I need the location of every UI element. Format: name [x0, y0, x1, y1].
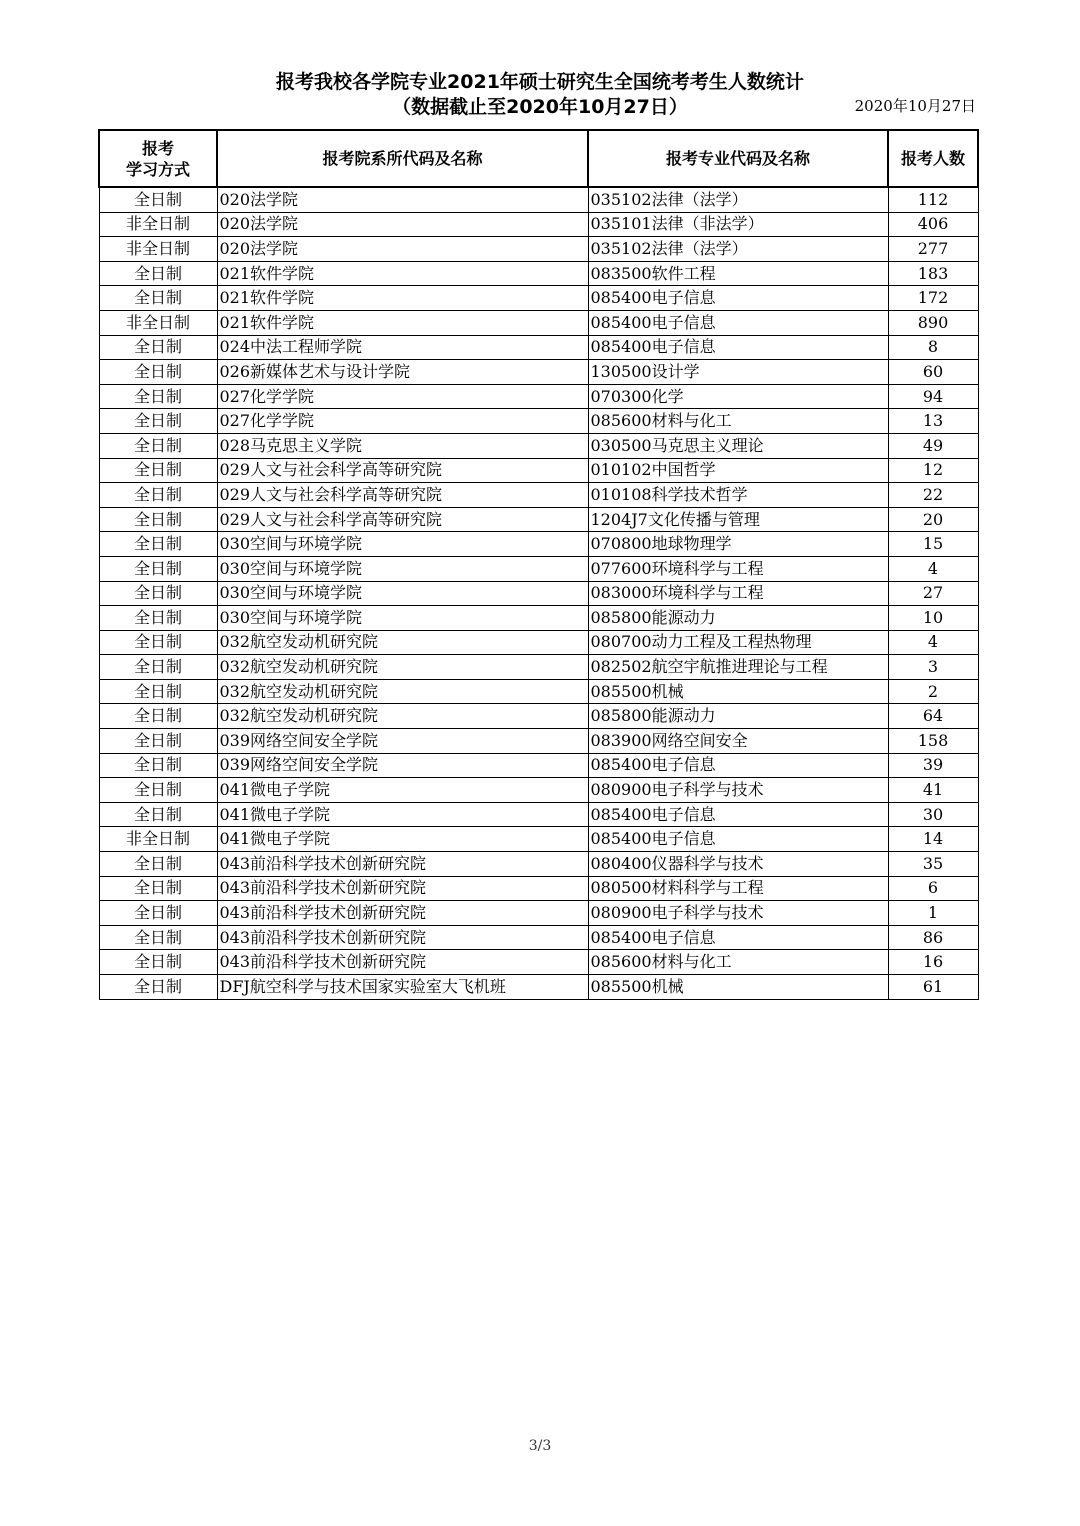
cell-study-mode: 非全日制	[99, 237, 217, 262]
cell-count: 277	[888, 237, 978, 262]
table-row	[99, 655, 978, 680]
cell-count: 41	[888, 778, 978, 803]
page-title: 报考我校各学院专业2021年硕士研究生全国统考考生人数统计	[276, 71, 804, 93]
cell-study-mode: 全日制	[99, 679, 217, 704]
cell-count: 6	[888, 876, 978, 901]
cell-study-mode: 全日制	[99, 778, 217, 803]
cell-department: 032航空发动机研究院	[217, 679, 588, 704]
table-row	[99, 483, 978, 508]
table-row	[99, 679, 978, 704]
cell-count: 30	[888, 802, 978, 827]
cell-department: 021软件学院	[217, 286, 588, 311]
cell-count: 22	[888, 483, 978, 508]
cell-department: 043前沿科学技术创新研究院	[217, 925, 588, 950]
table-row	[99, 310, 978, 335]
cell-study-mode: 全日制	[99, 802, 217, 827]
table-row	[99, 925, 978, 950]
table-row	[99, 802, 978, 827]
cell-count: 10	[888, 606, 978, 631]
cell-department: DFJ航空科学与技术国家实验室大飞机班	[217, 975, 588, 1000]
cell-count: 27	[888, 581, 978, 606]
cell-study-mode: 全日制	[99, 507, 217, 532]
table-row	[99, 433, 978, 458]
cell-count: 60	[888, 360, 978, 385]
cell-major: 070800地球物理学	[588, 532, 888, 557]
cell-count: 172	[888, 286, 978, 311]
cell-major: 080900电子科学与技术	[588, 901, 888, 926]
cell-major: 083500软件工程	[588, 261, 888, 286]
table-row	[99, 212, 978, 237]
cell-study-mode: 全日制	[99, 532, 217, 557]
table-row	[99, 556, 978, 581]
cell-department: 027化学学院	[217, 384, 588, 409]
cell-major: 080500材料科学与工程	[588, 876, 888, 901]
cell-major: 077600环境科学与工程	[588, 556, 888, 581]
table-row	[99, 187, 978, 212]
cell-study-mode: 全日制	[99, 384, 217, 409]
table-row	[99, 507, 978, 532]
table-row	[99, 901, 978, 926]
header-count: 报考人数	[888, 130, 978, 187]
cell-department: 020法学院	[217, 212, 588, 237]
table-body	[99, 187, 978, 999]
cell-study-mode: 全日制	[99, 187, 217, 212]
table-row	[99, 581, 978, 606]
cell-study-mode: 非全日制	[99, 827, 217, 852]
cell-study-mode: 全日制	[99, 704, 217, 729]
cell-department: 032航空发动机研究院	[217, 655, 588, 680]
cell-major: 010102中国哲学	[588, 458, 888, 483]
table-row	[99, 237, 978, 262]
table-row	[99, 384, 978, 409]
cell-major: 085400电子信息	[588, 925, 888, 950]
page-number: 3/3	[528, 1438, 552, 1454]
cell-major: 083000环境科学与工程	[588, 581, 888, 606]
table-row	[99, 704, 978, 729]
cell-department: 021软件学院	[217, 261, 588, 286]
cell-department: 043前沿科学技术创新研究院	[217, 901, 588, 926]
table-row	[99, 827, 978, 852]
cell-major: 035102法律（法学）	[588, 187, 888, 212]
table-row	[99, 630, 978, 655]
cell-count: 20	[888, 507, 978, 532]
cell-study-mode: 全日制	[99, 975, 217, 1000]
cell-department: 020法学院	[217, 187, 588, 212]
cell-department: 030空间与环境学院	[217, 581, 588, 606]
table-row	[99, 778, 978, 803]
cell-major: 130500设计学	[588, 360, 888, 385]
cell-major: 080400仪器科学与技术	[588, 852, 888, 877]
cell-count: 14	[888, 827, 978, 852]
cell-major: 085800能源动力	[588, 704, 888, 729]
cell-department: 030空间与环境学院	[217, 606, 588, 631]
cell-study-mode: 非全日制	[99, 310, 217, 335]
cell-major: 035102法律（法学）	[588, 237, 888, 262]
cell-count: 49	[888, 433, 978, 458]
cell-department: 041微电子学院	[217, 778, 588, 803]
cell-major: 1204J7文化传播与管理	[588, 507, 888, 532]
cell-count: 183	[888, 261, 978, 286]
table-row	[99, 532, 978, 557]
cell-major: 035101法律（非法学）	[588, 212, 888, 237]
table-row	[99, 975, 978, 1000]
cell-major: 085800能源动力	[588, 606, 888, 631]
cell-department: 043前沿科学技术创新研究院	[217, 950, 588, 975]
cell-study-mode: 全日制	[99, 753, 217, 778]
cell-major: 080900电子科学与技术	[588, 778, 888, 803]
cell-major: 085400电子信息	[588, 310, 888, 335]
cell-department: 030空间与环境学院	[217, 556, 588, 581]
cell-count: 890	[888, 310, 978, 335]
cell-major: 030500马克思主义理论	[588, 433, 888, 458]
cell-department: 029人文与社会科学高等研究院	[217, 507, 588, 532]
cell-study-mode: 全日制	[99, 335, 217, 360]
cell-count: 112	[888, 187, 978, 212]
cell-study-mode: 全日制	[99, 630, 217, 655]
cell-count: 16	[888, 950, 978, 975]
cell-major: 085600材料与化工	[588, 950, 888, 975]
cell-count: 406	[888, 212, 978, 237]
cell-department: 024中法工程师学院	[217, 335, 588, 360]
cell-major: 085500机械	[588, 975, 888, 1000]
table-header-row	[99, 130, 978, 187]
cell-study-mode: 全日制	[99, 876, 217, 901]
page-subtitle: （数据截止至2020年10月27日）	[392, 96, 688, 118]
cell-study-mode: 全日制	[99, 950, 217, 975]
cell-department: 027化学学院	[217, 409, 588, 434]
cell-study-mode: 全日制	[99, 360, 217, 385]
cell-department: 029人文与社会科学高等研究院	[217, 458, 588, 483]
table-row	[99, 950, 978, 975]
cell-count: 2	[888, 679, 978, 704]
cell-department: 032航空发动机研究院	[217, 704, 588, 729]
cell-count: 13	[888, 409, 978, 434]
table-row	[99, 409, 978, 434]
cell-count: 39	[888, 753, 978, 778]
cell-count: 64	[888, 704, 978, 729]
cell-major: 085400电子信息	[588, 753, 888, 778]
cell-department: 032航空发动机研究院	[217, 630, 588, 655]
header-department: 报考院系所代码及名称	[217, 130, 588, 187]
cell-study-mode: 全日制	[99, 483, 217, 508]
cell-study-mode: 全日制	[99, 286, 217, 311]
cell-major: 085400电子信息	[588, 286, 888, 311]
cell-study-mode: 全日制	[99, 556, 217, 581]
cell-department: 043前沿科学技术创新研究院	[217, 876, 588, 901]
cell-study-mode: 全日制	[99, 729, 217, 754]
cell-study-mode: 全日制	[99, 458, 217, 483]
cell-count: 35	[888, 852, 978, 877]
cell-count: 158	[888, 729, 978, 754]
cell-study-mode: 全日制	[99, 433, 217, 458]
cell-count: 61	[888, 975, 978, 1000]
cell-department: 029人文与社会科学高等研究院	[217, 483, 588, 508]
cell-major: 085500机械	[588, 679, 888, 704]
cell-major: 085600材料与化工	[588, 409, 888, 434]
cell-department: 020法学院	[217, 237, 588, 262]
cell-major: 085400电子信息	[588, 802, 888, 827]
cell-count: 86	[888, 925, 978, 950]
cell-count: 4	[888, 556, 978, 581]
table-row	[99, 335, 978, 360]
header-study-mode-line1: 报考	[141, 138, 174, 158]
table-row	[99, 729, 978, 754]
table-row	[99, 876, 978, 901]
header-major: 报考专业代码及名称	[588, 130, 888, 187]
cell-study-mode: 非全日制	[99, 212, 217, 237]
cell-major: 082502航空宇航推进理论与工程	[588, 655, 888, 680]
cell-major: 080700动力工程及工程热物理	[588, 630, 888, 655]
cell-department: 039网络空间安全学院	[217, 753, 588, 778]
cell-department: 021软件学院	[217, 310, 588, 335]
cell-count: 8	[888, 335, 978, 360]
table-row	[99, 286, 978, 311]
cell-major: 010108科学技术哲学	[588, 483, 888, 508]
cell-study-mode: 全日制	[99, 852, 217, 877]
cell-study-mode: 全日制	[99, 655, 217, 680]
header-study-mode-line2: 学习方式	[125, 159, 190, 179]
cell-major: 083900网络空间安全	[588, 729, 888, 754]
cell-major: 070300化学	[588, 384, 888, 409]
cell-study-mode: 全日制	[99, 606, 217, 631]
cell-count: 1	[888, 901, 978, 926]
cell-department: 026新媒体艺术与设计学院	[217, 360, 588, 385]
cell-department: 039网络空间安全学院	[217, 729, 588, 754]
table-row	[99, 261, 978, 286]
cell-study-mode: 全日制	[99, 409, 217, 434]
cell-count: 15	[888, 532, 978, 557]
cell-department: 043前沿科学技术创新研究院	[217, 852, 588, 877]
report-date: 2020年10月27日	[854, 97, 976, 115]
cell-count: 12	[888, 458, 978, 483]
table-row	[99, 458, 978, 483]
header-study-mode	[99, 130, 217, 187]
cell-major: 085400电子信息	[588, 827, 888, 852]
cell-department: 041微电子学院	[217, 802, 588, 827]
cell-major: 085400电子信息	[588, 335, 888, 360]
table-row	[99, 360, 978, 385]
table-row	[99, 852, 978, 877]
table-row	[99, 606, 978, 631]
cell-study-mode: 全日制	[99, 901, 217, 926]
cell-count: 3	[888, 655, 978, 680]
cell-study-mode: 全日制	[99, 261, 217, 286]
cell-study-mode: 全日制	[99, 581, 217, 606]
cell-count: 4	[888, 630, 978, 655]
cell-department: 041微电子学院	[217, 827, 588, 852]
cell-department: 028马克思主义学院	[217, 433, 588, 458]
cell-study-mode: 全日制	[99, 925, 217, 950]
cell-count: 94	[888, 384, 978, 409]
table-row	[99, 753, 978, 778]
cell-department: 030空间与环境学院	[217, 532, 588, 557]
statistics-table	[98, 129, 979, 1000]
